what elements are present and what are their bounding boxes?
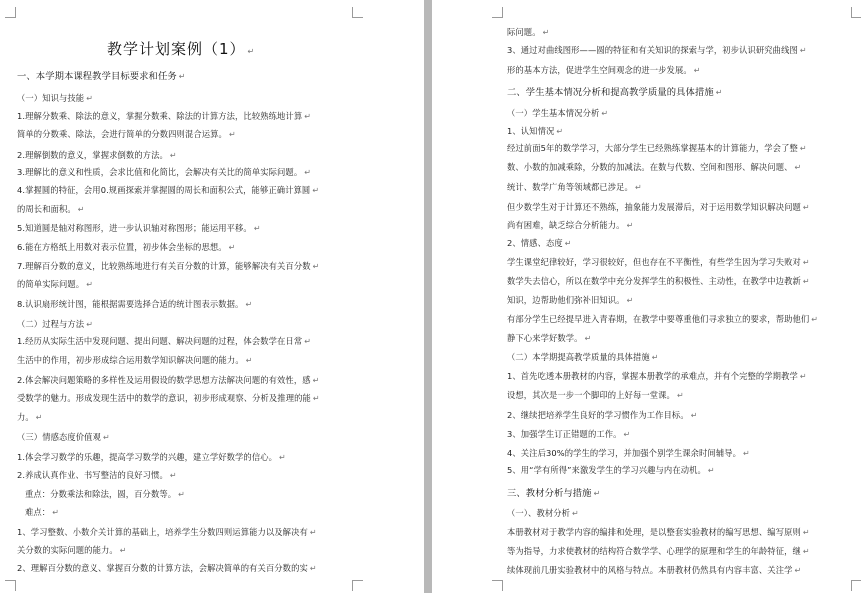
line-text: 有部分学生已经提早进入青春期，在教学中要尊重他们寻求独立的要求，帮助他们 <box>507 314 810 324</box>
margin-corner-mark <box>851 580 861 591</box>
text-line <box>507 294 633 306</box>
paragraph-mark-icon: ↵ <box>86 320 93 329</box>
text-line <box>507 409 698 421</box>
paragraph-mark-icon: ↵ <box>743 449 750 458</box>
text-line <box>17 411 43 423</box>
line-text: 数学失去信心，所以在数学中充分发挥学生的积极性、主动性，在教学中边教新 <box>507 276 801 286</box>
paragraph-mark-icon: ↵ <box>799 144 807 153</box>
line-text: 3、通过对曲线图形——圆的特征和有关知识的探索与学，初步认识研究曲线图 <box>507 45 798 55</box>
section-heading <box>507 84 723 98</box>
line-text: 1.经历从实际生活中发现问题、提出问题、解决问题的过程，体会数学在日常 <box>17 336 303 346</box>
text-line <box>507 545 810 557</box>
paragraph-mark-icon: ↵ <box>169 151 177 160</box>
section-heading <box>507 485 600 499</box>
text-line <box>17 92 93 104</box>
text-line <box>507 237 572 249</box>
line-text: 的周长和面积。 <box>17 204 76 214</box>
margin-corner-mark <box>851 7 861 18</box>
paragraph-mark-icon: ↵ <box>245 356 253 365</box>
line-text: 2.理解倒数的意义，掌握求倒数的方法。 <box>17 150 168 160</box>
paragraph-mark-icon: ↵ <box>312 394 320 403</box>
paragraph-mark-icon: ↵ <box>556 127 564 136</box>
paragraph-mark-icon: ↵ <box>312 186 320 195</box>
line-text: 7.理解百分数的意义，比较熟练地进行有关百分数的计算，能够解决有关百分数 <box>17 261 311 271</box>
text-line <box>17 128 236 140</box>
paragraph-mark-icon: ↵ <box>119 546 127 555</box>
line-text: 际问题。 <box>507 27 541 37</box>
margin-corner-mark <box>492 580 503 591</box>
paragraph-mark-icon: ↵ <box>707 466 715 475</box>
line-text: 2、继续把培养学生良好的学习惯作为工作目标。 <box>507 410 689 420</box>
paragraph-mark-icon: ↵ <box>86 280 93 289</box>
paragraph-mark-icon: ↵ <box>676 391 684 400</box>
paragraph-mark-icon: ↵ <box>309 564 317 573</box>
line-text: 1、首先吃透本册教材的内容，掌握本册教学的承难点，并有个完整的学期教学 <box>507 371 798 381</box>
line-text: 生活中的作用，初步形成综合运用数学知识解决问题的能力。 <box>17 355 244 365</box>
line-text: （一）、教材分析 <box>507 508 571 518</box>
text-line <box>507 564 801 576</box>
text-line <box>507 142 807 154</box>
text-line <box>17 544 127 556</box>
paragraph-mark-icon: ↵ <box>77 205 85 214</box>
line-text: 一、本学期本课程教学目标要求和任务 <box>17 71 177 82</box>
line-text: 的简单实际问题。 <box>17 279 85 289</box>
text-line <box>507 351 659 363</box>
text-line <box>507 44 807 56</box>
paragraph-mark-icon: ↵ <box>253 224 261 233</box>
paragraph-mark-icon: ↵ <box>634 183 642 192</box>
text-line <box>507 64 701 76</box>
paragraph-mark-icon: ↵ <box>626 221 634 230</box>
text-line <box>507 447 750 459</box>
paragraph-mark-icon: ↵ <box>279 453 286 462</box>
line-text: （一）学生基本情况分析 <box>507 108 600 118</box>
paragraph-mark-icon: ↵ <box>601 109 609 118</box>
line-text: （三）情感态度价值观 <box>17 432 101 442</box>
margin-corner-mark <box>5 7 16 18</box>
line-text: 本册教材对于教学内容的编排和处理，是以整套实验教材的编写思想、编写原则 <box>507 527 801 537</box>
line-text: 形的基本方法，促进学生空间观念的进一步发展。 <box>507 65 692 75</box>
paragraph-mark-icon: ↵ <box>312 262 320 271</box>
line-text: 难点： <box>25 507 51 517</box>
paragraph-mark-icon: ↵ <box>794 566 802 575</box>
paragraph-mark-icon: ↵ <box>309 528 317 537</box>
line-text: 2.体会解决问题策略的多样性及运用假设的数学思想方法解决问题的有效性，感 <box>17 375 311 385</box>
line-text: 1、学习整数、小数介关计算的基础上，培养学生分数四则运算能力以及解决有 <box>17 527 308 537</box>
line-text: 6.能在方格纸上用数对表示位置，初步体会坐标的思想。 <box>17 242 227 252</box>
paragraph-mark-icon: ↵ <box>102 433 110 442</box>
text-line <box>507 219 633 231</box>
paragraph-mark-icon: ↵ <box>312 376 320 385</box>
paragraph-mark-icon: ↵ <box>811 315 819 324</box>
section-heading <box>17 68 186 82</box>
line-text: 力。 <box>17 412 34 422</box>
text-line <box>507 26 549 38</box>
line-text: 关分数的实际问题的能力。 <box>17 545 118 555</box>
document-page-right <box>432 0 861 593</box>
paragraph-mark-icon: ↵ <box>304 168 312 177</box>
line-text: 2.养成认真作业、书写整洁的良好习惯。 <box>17 470 168 480</box>
text-line <box>507 181 642 193</box>
line-text: 统计、数学广角等领域都已涉足。 <box>507 182 633 192</box>
paragraph-mark-icon: ↵ <box>651 353 659 362</box>
margin-corner-mark <box>352 580 363 591</box>
paragraph-mark-icon: ↵ <box>564 239 572 248</box>
line-text: 5.知道圆是轴对称图形，进一步认识轴对称图形；能运用平移。 <box>17 223 252 233</box>
line-text: 3.理解比的意义和性质，会求比值和化简比，会解决有关比的简单实际问题。 <box>17 167 303 177</box>
text-line <box>25 506 59 518</box>
text-line <box>17 354 253 366</box>
margin-corner-mark <box>352 7 363 18</box>
text-line <box>507 256 810 268</box>
paragraph-mark-icon: ↵ <box>802 258 810 267</box>
text-line <box>17 203 85 215</box>
paragraph-mark-icon: ↵ <box>802 547 810 556</box>
text-line <box>17 149 177 161</box>
text-line <box>507 389 684 401</box>
text-line <box>507 332 591 344</box>
paragraph-mark-icon: ↵ <box>802 277 810 286</box>
paragraph-mark-icon: ↵ <box>794 163 802 172</box>
line-text: 教学计划案例（1） <box>107 40 246 58</box>
paragraph-mark-icon: ↵ <box>178 72 186 81</box>
text-line <box>507 201 810 213</box>
paragraph-mark-icon: ↵ <box>542 28 550 37</box>
text-line <box>507 526 810 538</box>
text-line <box>17 392 320 404</box>
line-text: 静下心来学好数学。 <box>507 333 583 343</box>
text-line <box>17 298 252 310</box>
paragraph-mark-icon: ↵ <box>802 203 810 212</box>
text-line <box>17 222 261 234</box>
text-line <box>17 110 311 122</box>
line-text: 2、情感、态度 <box>507 238 563 248</box>
line-text: 1、认知情况 <box>507 126 555 136</box>
text-line <box>507 275 810 287</box>
text-line <box>17 335 311 347</box>
paragraph-mark-icon: ↵ <box>52 508 60 517</box>
text-line <box>507 507 579 519</box>
paragraph-mark-icon: ↵ <box>572 509 579 518</box>
paragraph-mark-icon: ↵ <box>304 112 312 121</box>
line-text: 等为指导，力求使教材的结构符合数学学、心理学的原理和学生的年龄特征，继 <box>507 546 801 556</box>
text-line <box>17 374 319 386</box>
line-text: 经过前面5年的数学学习，大部分学生已经熟练掌握基本的计算能力，学会了整 <box>507 143 798 153</box>
line-text: 三、教材分析与措施 <box>507 488 592 499</box>
text-line <box>17 166 311 178</box>
line-text: 简单的分数乘、除法，会进行简单的分数四则混合运算。 <box>17 129 227 139</box>
paragraph-mark-icon: ↵ <box>86 94 93 103</box>
text-line <box>17 184 319 196</box>
paragraph-mark-icon: ↵ <box>178 490 185 499</box>
line-text: 3、加强学生订正错题的工作。 <box>507 429 622 439</box>
text-line <box>507 370 807 382</box>
line-text: 数、小数的加减乘除，分数的加减法。在数与代数、空间和图形、解决问题、 <box>507 162 793 172</box>
paragraph-mark-icon: ↵ <box>247 47 256 56</box>
line-text: 尚有困难，缺乏综合分析能力。 <box>507 220 625 230</box>
line-text: 8.认识扇形统计图，能根据需要选择合适的统计图表示数据。 <box>17 299 244 309</box>
text-line <box>17 278 93 290</box>
text-line <box>17 241 235 253</box>
text-line <box>17 526 317 538</box>
line-text: 受数学的魅力。形成发现生活中的数学的意识，初步形成观察、分析及推理的能 <box>17 393 311 403</box>
line-text: 1.理解分数乘、除法的意义，掌握分数乘、除法的计算方法，比较熟练地计算 <box>17 111 303 121</box>
text-line <box>507 428 630 440</box>
text-line <box>507 107 608 119</box>
margin-corner-mark <box>5 580 16 591</box>
paragraph-mark-icon: ↵ <box>693 66 701 75</box>
line-text: 但少数学生对于计算还不熟练，抽象能力发展滞后，对于运用数学知识解决问题 <box>507 202 801 212</box>
document-page-left <box>0 0 424 593</box>
paragraph-mark-icon: ↵ <box>802 528 810 537</box>
text-line <box>17 260 319 272</box>
text-line <box>17 562 317 574</box>
document-title <box>107 38 255 59</box>
line-text: 4.掌握圆的特征，会用0.规画探索并掌握圆的周长和面积公式，能够正确计算圆 <box>17 185 311 195</box>
paragraph-mark-icon: ↵ <box>715 88 723 97</box>
line-text: （二）过程与方法 <box>17 319 85 329</box>
paragraph-mark-icon: ↵ <box>799 372 807 381</box>
text-line <box>25 488 185 500</box>
paragraph-mark-icon: ↵ <box>169 471 177 480</box>
paragraph-mark-icon: ↵ <box>626 296 634 305</box>
line-text: 设想，其次是一步一个脚印的上好每一堂课。 <box>507 390 675 400</box>
text-line <box>17 318 93 330</box>
paragraph-mark-icon: ↵ <box>304 337 312 346</box>
line-text: 学生课堂纪律较好，学习很较好，但也存在不平衡性，有些学生因为学习失败对 <box>507 257 801 267</box>
line-text: 5、用“学有所得”来激发学生的学习兴趣与内在动机。 <box>507 465 706 475</box>
line-text: 4、关注后30%的学生的学习，并加强个别学生课余时间辅导。 <box>507 448 742 458</box>
text-line <box>17 469 177 481</box>
text-line <box>17 451 286 463</box>
line-text: （二）本学期提高教学质量的具体措施 <box>507 352 650 362</box>
text-line <box>507 161 801 173</box>
line-text: 重点：分数乘法和除法，圆，百分数等。 <box>25 489 177 499</box>
paragraph-mark-icon: ↵ <box>228 243 236 252</box>
text-line <box>507 464 715 476</box>
paragraph-mark-icon: ↵ <box>690 411 698 420</box>
paragraph-mark-icon: ↵ <box>623 430 631 439</box>
paragraph-mark-icon: ↵ <box>584 334 592 343</box>
line-text: 二、学生基本情况分析和提高教学质量的具体措施 <box>507 87 714 98</box>
line-text: 2、理解百分数的意义、掌握百分数的计算方法，会解决简单的有关百分数的实 <box>17 563 308 573</box>
paragraph-mark-icon: ↵ <box>35 413 43 422</box>
paragraph-mark-icon: ↵ <box>228 130 236 139</box>
line-text: 1.体会学习数学的乐趣，提高学习数学的兴趣，建立学好数学的信心。 <box>17 452 278 462</box>
text-line <box>507 313 818 325</box>
margin-corner-mark <box>492 7 503 18</box>
line-text: 知识，边帮助他们弥补旧知识。 <box>507 295 625 305</box>
line-text: 续体现前几册实验教材中的风格与特点。本册教材仍然具有内容丰富、关注学 <box>507 565 793 575</box>
paragraph-mark-icon: ↵ <box>593 489 601 498</box>
page-gutter <box>424 0 432 593</box>
text-line <box>17 431 110 443</box>
paragraph-mark-icon: ↵ <box>245 300 253 309</box>
text-line <box>507 125 563 137</box>
line-text: （一）知识与技能 <box>17 93 85 103</box>
paragraph-mark-icon: ↵ <box>799 46 807 55</box>
